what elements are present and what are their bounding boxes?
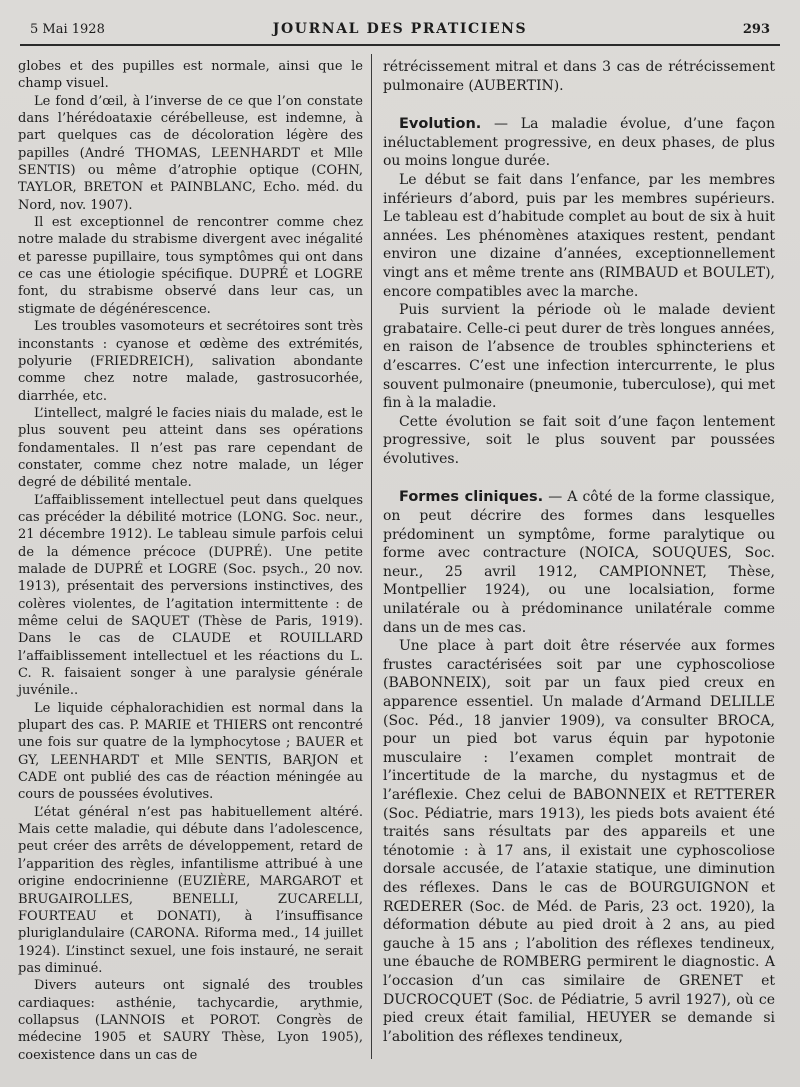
page-header [0, 18, 800, 44]
paragraph-general-state: L’état général n’est pas habituellement altéré. Mais cette maladie, qui débute dans l’adolescence, peut créer des arrêts de développement, retard de l’apparition des règles, infantilisme attribué à une origine endocrinienne (EUZIÈRE, MARGAROT et BRUGAIROLLES, BENELLI, ZUCARELLI, FOURTEAU et DONATI), à l’insuffisance pluriglandulaire (CARONA. Riforma med., 14 juillet 1924). L’instinct sexuel, une fois instauré, ne serait pas diminué. [18, 804, 363, 976]
paragraph-progression: Cette évolution se fait soit d’une façon lentement progressive, soit le plus souvent par poussées évolutives. [383, 413, 775, 467]
paragraph-fundus: Le fond d’œil, à l’inverse de ce que l’on constate dans l’hérédoataxie cérébelleuse, est indemne, à part quelques cas de décoloration légère des papilles (André THOMAS, LEENHARDT et Mlle SENTIS) ou même d’atrophie optique (COHN, TAYLOR, BRETON et PAINBLANC, Echo. méd. du Nord, nov. 1907). [18, 93, 363, 213]
clinical-forms-intro: — A côté de la forme classique, on peut décrire des formes dans lesquelles prédominent un symptôme, forme paralytique ou forme avec contracture (NOICA, SOUQUES, Soc. neur., 25 avril 1912, CAMPIONNET, Thèse, Montpellier 1924), ou une localsiation, forme unilatérale ou à prédominance unilatérale comme dans un de mes cas. [383, 489, 775, 636]
paragraph-intellectual-decline: L’affaiblissement intellectuel peut dans quelques cas précéder la débilité motrice (LONG. Soc. neur., 21 décembre 1912). Le tableau simule parfois celui de la démence précoce (DUPRÉ). Une petite malade de DUPRÉ et LOGRE (Soc. psych., 20 nov. 1913), présentait des perversions instinctives, des colères violentes, de l’agitation intermittente : de même celui de SAQUET (Thèse de Paris, 1919). Dans le cas de CLAUDE et ROUILLARD l’affaiblissement intellectuel et les réactions du L. C. R. faisaient songer à une paralysie générale juvénile.. [18, 492, 363, 699]
header-date: 5 Mai 1928 [30, 22, 105, 37]
paragraph-visual-field: globes et des pupilles est normale, ainsi que le champ visuel. [18, 59, 363, 92]
section-title-clinical-forms: Formes cliniques. [399, 489, 544, 506]
paragraph-cardiac: Divers auteurs ont signalé des troubles cardiaques: asthénie, tachycardie, arythmie, collapsus (LANNOIS et POROT. Congrès de médecine 1905 et SAURY Thèse, Lyon 1905), coexistence dans un cas de [18, 978, 363, 1063]
evolution-intro: — La maladie évolue, d’une façon inéluctablement progressive, en deux phases, de plus ou moins longue durée. [383, 116, 775, 170]
paragraph-onset: Le début se fait dans l’enfance, par les membres inférieurs d’abord, puis par les membres supérieurs. Le tableau est d’habitude complet au bout de six à huit années. Les phénomènes ataxiques restent, pendant environ une dizaine d’années, exceptionnellement vingt ans et même trente ans (RIMBAUD et BOULET), encore compatibles avec la marche. [383, 171, 775, 300]
spacer [383, 95, 775, 115]
column-divider [371, 54, 372, 1059]
section-title-evolution: Evolution. [399, 116, 482, 133]
paragraph-bedridden: Puis survient la période où le malade devient grabataire. Celle-ci peut durer de très longues années, en raison de l’absence de troubles sphincteriens et d’escarres. C’est une infection intercurrente, le plus souvent pulmonaire (pneumonie, tuberculose), qui met fin à la maladie. [383, 302, 775, 412]
paragraph-vasomotor: Les troubles vasomoteurs et secrétoires sont très inconstants : cyanose et œdème des extrémités, polyurie (FRIEDREICH), salivation abondante comme chez notre malade, gastrosucorhée, diarrhée, etc. [18, 319, 363, 404]
right-column [383, 58, 775, 1046]
section-clinical-forms [383, 488, 775, 637]
header-rule [20, 44, 780, 46]
section-evolution [383, 115, 775, 171]
left-column [18, 58, 363, 1064]
header-journal-title: JOURNAL DES PRATICIENS [272, 21, 528, 37]
paragraph-strabismus: Il est exceptionnel de rencontrer comme chez notre malade du strabisme divergent avec inégalité et paresse pupillaire, tous symptômes qui ont dans ce cas une étiologie spécifique. DUPRÉ et LOGRE font, du strabisme observé dans leur cas, un stigmate de dégénérescence. [18, 215, 363, 317]
paragraph-carry-over: rétrécissement mitral et dans 3 cas de rétrécissement pulmonaire (AUBERTIN). [383, 59, 775, 94]
paragraph-intellect: L’intellect, malgré le facies niais du malade, est le plus souvent peu atteint dans ses opérations fondamentales. Il n’est pas rare cependant de constater, comme chez notre malade, un léger degré de débilité mentale. [18, 405, 363, 491]
header-page-number: 293 [742, 22, 770, 37]
paragraph-frustes: Une place à part doit être réservée aux formes frustes caractérisées soit par une cyphoscoliose (BABONNEIX), soit par un faux pied creux en apparence essentiel. Un malade d’Armand DELILLE (Soc. Péd., 18 janvier 1909), va consulter BROCA, pour un pied bot varus équin par hypotonie musculaire : l’examen complet montrait de l’incertitude de la marche, du nystagmus et de l’aréflexie. Chez celui de BABONNEIX et RETTERER (Soc. Pédiatrie, mars 1913), les pieds bots avaient été traités sans résultats par des appareils et une ténotomie : à 17 ans, il existait une cyphoscoliose dorsale accusée, de l’ataxie statique, une diminution des réflexes. Dans le cas de BOURGUIGNON et RŒDERER (Soc. de Méd. de Paris, 23 oct. 1920), la déformation débute au pied droit à 2 ans, au pied gauche à 15 ans ; l’abolition des réflexes tendineux, une ébauche de ROMBERG permirent le diagnostic. A l’occasion d’un cas similaire de GRENET et DUCROCQUET (Soc. de Pédiatrie, 5 avril 1927), où ce pied creux était familial, HEUYER se demande si l’abolition des réflexes tendineux, [383, 638, 775, 1045]
spacer [383, 468, 775, 488]
paragraph-csf: Le liquide céphalorachidien est normal dans la plupart des cas. P. MARIE et THIERS ont rencontré une fois sur quatre de la lymphocytose ; BAUER et GY, LEENHARDT et Mlle SENTIS, BARJON et CADE ont publié des cas de réaction méningée au cours de poussées évolutives. [18, 700, 363, 803]
